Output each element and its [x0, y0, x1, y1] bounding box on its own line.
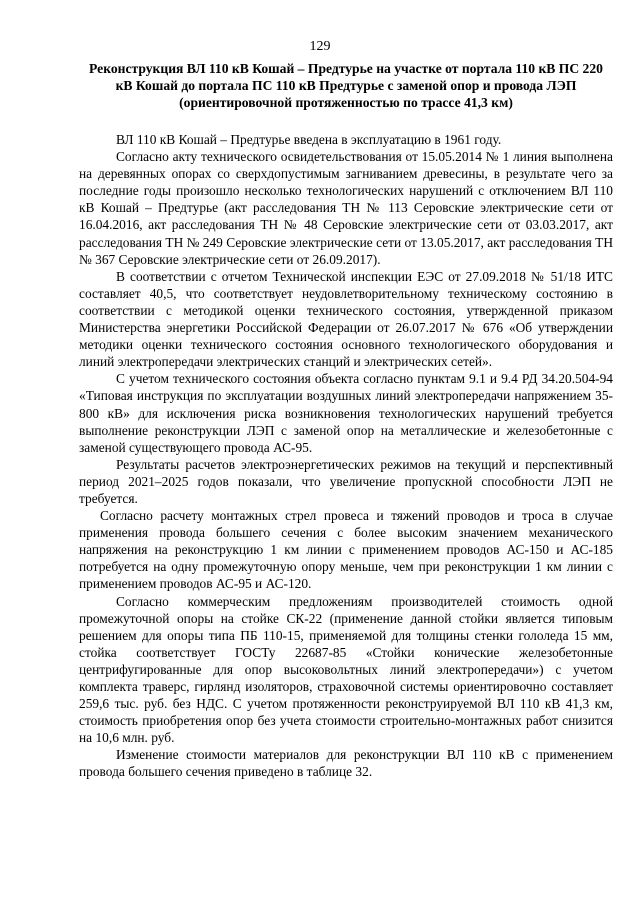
document-body [79, 131, 613, 781]
page-number: 129 [309, 39, 331, 54]
paragraph: В соответствии с отчетом Технической инспекции ЕЭС от 27.09.2018 № 51/18 ИТС составляет 40,5, что соответствует неудовлетворительному техническому состоянию в соответствии с методикой оценки технического состояния, утвержденной приказом Министерства энергетики Российской Федерации от 26.07.2017 № 676 «Об утверждении методики оценки технического состояния основного технологического оборудования и линий электропередачи электрических станций и электрических сетей». [79, 268, 613, 370]
section-title: Реконструкция ВЛ 110 кВ Кошай – Предтурье на участке от портала 110 кВ ПС 220 кВ Кошай до портала ПС 110 кВ Предтурье с заменой опор и провода ЛЭП (ориентировочной протяженностью по трассе 41,3 км) [89, 61, 603, 110]
paragraph: Согласно акту технического освидетельствования от 15.05.2014 № 1 линия выполнена на деревянных опорах со сверхдопустимым загниванием древесины, в результате чего за последние годы произошло несколько технологических нарушений с отключением ВЛ 110 кВ Кошай – Предтурье (акт расследования ТН № 113 Серовские электрические сети от 16.04.2016, акт расследования ТН № 48 Серовские электрические сети от 03.03.2017, акт расследования ТН № 249 Серовские электрические сети от 13.05.2017, акт расследования ТН № 367 Серовские электрические сети от 26.09.2017). [79, 149, 613, 267]
paragraph: ВЛ 110 кВ Кошай – Предтурье введена в эксплуатацию в 1961 году. [116, 132, 502, 147]
paragraph: Результаты расчетов электроэнергетических режимов на текущий и перспективный период 2021–2025 годов показали, что увеличение пропускной способности ЛЭП не требуется. [79, 456, 613, 506]
paragraph: С учетом технического состояния объекта согласно пунктам 9.1 и 9.4 РД 34.20.504-94 «Типовая инструкция по эксплуатации воздушных линий электропередачи напряжением 35-800 кВ» для исключения риска возникновения технологических нарушений требуется выполнение реконструкции ЛЭП с заменой опор на металлические и железобетонные с заменой существующего провода АС-95. [79, 371, 613, 455]
paragraph: Согласно расчету монтажных стрел провеса и тяжений проводов и троса в случае применения провода большего сечения с более высоким значением механического напряжения на реконструкцию 1 км линии с применением проводов АС-150 и АС-185 потребуется на одну промежуточную опору меньше, чем при реконструкции 1 км линии с применением проводов АС-95 и АС-120. [79, 508, 613, 592]
paragraph: Согласно коммерческим предложениям производителей стоимость одной промежуточной опоры на стойке СК-22 (применение данной стойки является типовым решением для опоры типа ПБ 110-15, применяемой для толщины стенки гололеда 15 мм, стойка соответствует ГОСТу 22687-85 «Стойки конические железобетонные центрифугированные для опор высоковольтных линий электропередачи») с учетом комплекта траверс, гирлянд изоляторов, страховочной системы ориентировочно составляет 259,6 тыс. руб. без НДС. С учетом протяженности реконструируемой ВЛ 110 кВ 41,3 км, стоимость приобретения опор без учета стоимости строительно-монтажных работ снизится на 10,6 млн. руб. [79, 593, 613, 746]
paragraph: Изменение стоимости материалов для реконструкции ВЛ 110 кВ с применением провода большего сечения приведено в таблице 32. [79, 747, 613, 780]
